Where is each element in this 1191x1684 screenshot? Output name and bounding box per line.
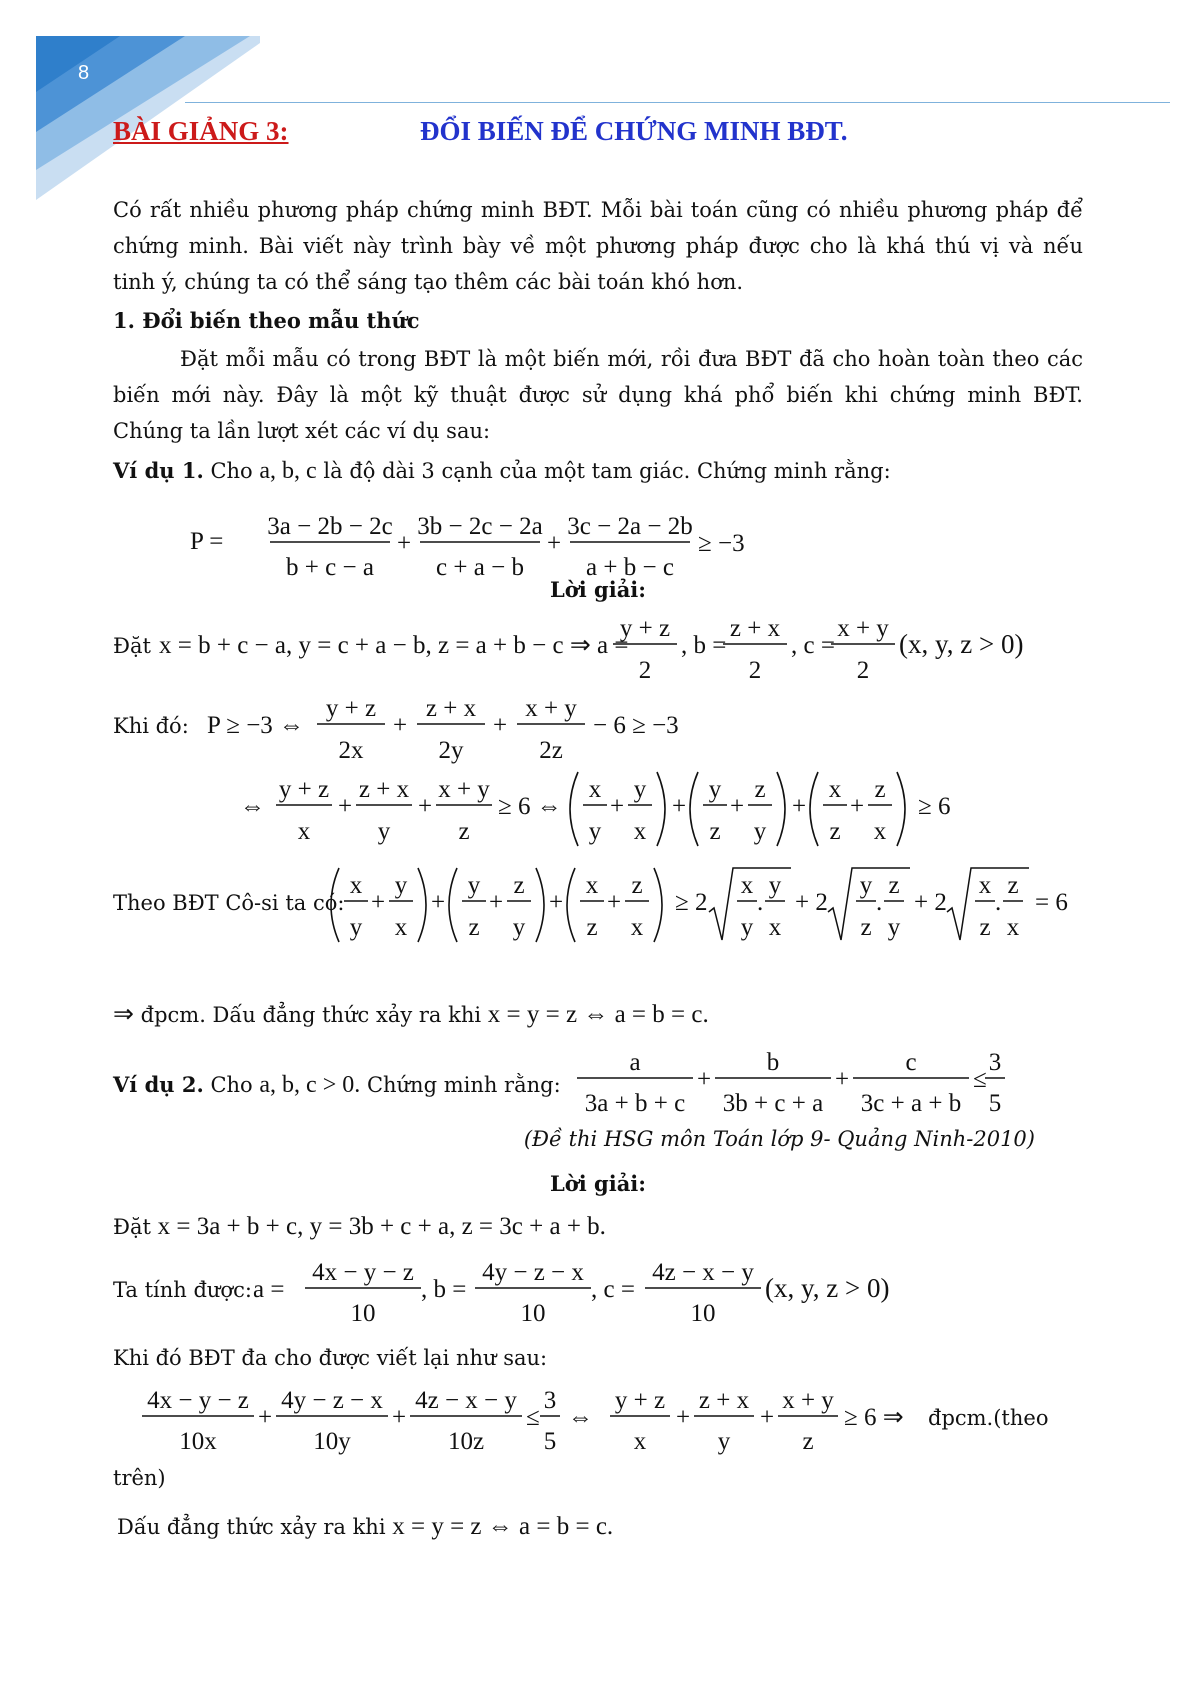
example1-text-pre: Cho	[210, 459, 253, 483]
intro-line-2: chứng minh. Bài viết này trình bày về một phương pháp được cho là khá thú vị và nếu	[113, 234, 1083, 258]
example2-label: Ví dụ 2.	[113, 1072, 204, 1097]
ineq-f2-den: c + a − b	[436, 554, 524, 581]
ex2-f1-num: a	[629, 1049, 641, 1076]
header-rule	[185, 102, 1170, 103]
ex2-f2-num: b	[766, 1049, 780, 1076]
compute-c-eq: , c =	[591, 1276, 635, 1303]
sub-fa-den: 2	[638, 657, 652, 684]
rw-r-den: 5	[543, 1428, 557, 1455]
svg-text:+: +	[393, 712, 408, 739]
cauchy-label: Theo BĐT Cô-si ta có:	[113, 891, 345, 915]
step1-f2-num: z + x	[425, 695, 477, 722]
cauchy-g2d: y	[512, 914, 526, 941]
ex2-le: ≤	[973, 1066, 987, 1093]
example1-vars: a, b, c	[259, 458, 317, 484]
cauchy-g2a: y	[467, 872, 481, 899]
svg-text:+: +	[850, 793, 865, 820]
svg-text:+: +	[418, 793, 433, 820]
example1-substitution	[113, 606, 1093, 691]
intro-line-3: tinh ý, chúng ta có thể sáng tạo thêm các bài toán khó hơn.	[113, 270, 744, 294]
step2-g3c: z	[874, 776, 886, 803]
ineq-rhs: ≥ −3	[698, 530, 745, 557]
conclusion-arrow: ⇒	[113, 1001, 134, 1028]
cauchy-g2b: z	[468, 914, 480, 941]
lesson-label: BÀI GIẢNG 3:	[113, 116, 289, 146]
svg-text:+: +	[489, 889, 504, 916]
svg-text:+: +	[760, 1404, 775, 1431]
step2-g1b: y	[588, 818, 602, 845]
cauchy-r2c: z	[888, 872, 900, 899]
svg-text:+: +	[697, 1066, 712, 1093]
step2-g3a: x	[828, 776, 842, 803]
step1-f1-num: y + z	[325, 695, 377, 722]
step2-g2d: y	[753, 818, 767, 845]
svg-text:+: +	[431, 889, 446, 916]
compute-fa-den: 10	[350, 1300, 376, 1327]
cauchy-ge2: ≥ 2	[675, 889, 708, 916]
example2-vars: a, b, c > 0.	[259, 1072, 361, 1098]
step2-f3-den: z	[458, 818, 470, 845]
rw-r-num: 3	[543, 1387, 557, 1414]
rw-g3-den: z	[802, 1428, 814, 1455]
cauchy-g1a: x	[349, 872, 363, 899]
step2-lead: ⇔	[240, 793, 265, 820]
cauchy-g3c: z	[631, 872, 643, 899]
corner-decoration	[0, 0, 260, 200]
example1-label: Ví dụ 1.	[113, 458, 204, 483]
example1-cauchy	[113, 860, 1093, 957]
rw-f1-num: 4x − y − z	[147, 1387, 249, 1414]
example2-source: (Đề thi HSG môn Toán lớp 9- Quảng Ninh-2010)	[523, 1127, 1035, 1151]
solution-title-1: Lời giải:	[549, 577, 647, 602]
cauchy-r2b: z	[860, 914, 872, 941]
rw-tail-text: đpcm.(theo	[928, 1406, 1049, 1430]
step2-f1-num: y + z	[278, 776, 330, 803]
rw-iff: ⇔	[568, 1404, 593, 1431]
section-para-line-3: Chúng ta lần lượt xét các ví dụ sau:	[113, 419, 491, 443]
example2-text-pre: Cho	[210, 1073, 253, 1097]
compute-fb-num: 4y − z − x	[482, 1259, 584, 1286]
sub-fc-den: 2	[856, 657, 870, 684]
ineq-lhs: P =	[190, 528, 224, 555]
ex2-r-den: 5	[988, 1090, 1002, 1117]
cauchy-g3d: x	[630, 914, 644, 941]
example2-equality	[117, 1508, 1087, 1546]
compute-label: Ta tính được:	[113, 1278, 252, 1302]
equality-text: Dấu đẳng thức xảy ra khi	[117, 1515, 386, 1539]
svg-text:+: +	[493, 712, 508, 739]
step1-label: Khi đó:	[113, 714, 189, 738]
step2-g2b: z	[709, 818, 721, 845]
sub-b-eq: , b =	[681, 632, 727, 659]
sub-fc-num: x + y	[837, 615, 889, 642]
step1-lead: P ≥ −3 ⇔	[207, 712, 305, 739]
example1-statement	[113, 452, 1083, 490]
step2-g3b: z	[829, 818, 841, 845]
ex2-r-num: 3	[988, 1049, 1002, 1076]
svg-text:+: +	[792, 793, 807, 820]
cauchy-r3a: x	[978, 872, 992, 899]
ex2-sub-expr: x = 3a + b + c, y = 3b + c + a, z = 3c + a + b.	[157, 1213, 606, 1240]
svg-text:+: +	[549, 889, 564, 916]
example2-statement	[113, 1066, 593, 1104]
svg-text:+: +	[730, 793, 745, 820]
step2-f2-num: z + x	[358, 776, 410, 803]
step2-mid: ≥ 6 ⇔	[498, 793, 562, 820]
ineq-f3-den: a + b − c	[586, 554, 674, 581]
sub-fb-num: z + x	[729, 615, 781, 642]
sub-c-eq: , c =	[791, 632, 835, 659]
step2-g1d: x	[633, 818, 647, 845]
ineq-f1-num: 3a − 2b − 2c	[267, 513, 393, 540]
svg-text:+: +	[258, 1404, 273, 1431]
example2-tail-line: trên)	[113, 1466, 166, 1490]
svg-text:+: +	[338, 793, 353, 820]
svg-text:.: .	[876, 889, 883, 916]
example1-conclusion	[113, 996, 1083, 1034]
step2-g2c: z	[754, 776, 766, 803]
step2-g1a: x	[588, 776, 602, 803]
step2-f1-den: x	[297, 818, 311, 845]
sub-expr: x = b + c − a, y = c + a − b, z = a + b − c ⇒ a =	[159, 632, 629, 659]
rw-f3-den: 10z	[447, 1428, 485, 1455]
rw-g1-num: y + z	[614, 1387, 666, 1414]
conclusion-text: đpcm. Dấu đẳng thức xảy ra khi	[140, 1003, 482, 1027]
cauchy-r1b: y	[740, 914, 754, 941]
ex2-f3-num: c	[905, 1049, 917, 1076]
sub-cond: (x, y, z > 0)	[899, 629, 1024, 659]
compute-a-eq: a =	[253, 1276, 285, 1303]
step2-g3d: x	[873, 818, 887, 845]
page-number: 8	[78, 62, 90, 84]
example2-substitution	[113, 1208, 1083, 1246]
section-para-line-1: Đặt mỗi mẫu có trong BĐT là một biến mới, rồi đưa BĐT đã cho hoàn toàn theo các	[180, 347, 1083, 371]
cauchy-r1c: y	[768, 872, 782, 899]
svg-text:+: +	[392, 1404, 407, 1431]
ex2-f1-den: 3a + b + c	[584, 1090, 686, 1117]
step2-f2-den: y	[377, 818, 391, 845]
cauchy-r3b: z	[979, 914, 991, 941]
rw-le: ≤	[526, 1404, 540, 1431]
rw-g1-den: x	[633, 1428, 647, 1455]
cauchy-plus2a: + 2	[795, 889, 828, 916]
compute-fa-num: 4x − y − z	[312, 1259, 414, 1286]
cauchy-r1d: x	[768, 914, 782, 941]
rw-g3-num: x + y	[782, 1387, 834, 1414]
cauchy-g1b: y	[349, 914, 363, 941]
sub-fa-num: y + z	[619, 615, 671, 642]
step1-f2-den: 2y	[438, 737, 464, 764]
compute-fb-den: 10	[520, 1300, 546, 1327]
compute-fc-num: 4z − x − y	[652, 1259, 754, 1286]
example1-step1	[113, 686, 713, 773]
example1-text-post: là độ dài 3 cạnh của một tam giác. Chứng minh rằng:	[323, 459, 891, 483]
svg-text:.: .	[757, 889, 764, 916]
ex2-f2-den: 3b + c + a	[722, 1090, 824, 1117]
example2-rewrite-text: Khi đó BĐT đa cho được viết lại như sau:	[113, 1346, 548, 1370]
compute-b-eq: , b =	[421, 1276, 467, 1303]
step2-f3-num: x + y	[438, 776, 490, 803]
cauchy-tail: = 6	[1035, 889, 1068, 916]
section-para-line-2: biến mới này. Đây là một kỹ thuật được sử dụng khá phổ biến khi chứng minh BĐT.	[113, 383, 1083, 407]
cauchy-g3b: z	[586, 914, 598, 941]
step1-f3-num: x + y	[525, 695, 577, 722]
ex2-sub-label: Đặt	[113, 1215, 151, 1239]
svg-text:+: +	[371, 889, 386, 916]
example2-text-post: Chứng minh rằng:	[366, 1073, 561, 1097]
rw-g2-den: y	[717, 1428, 731, 1455]
cauchy-r1a: x	[740, 872, 754, 899]
svg-text:+: +	[607, 889, 622, 916]
equality-expr: x = y = z ⇔ a = b = c.	[392, 1513, 614, 1540]
lesson-title: ĐỔI BIẾN ĐỂ CHỨNG MINH BĐT.	[420, 116, 848, 146]
sub-label: Đặt	[113, 634, 151, 658]
example1-step2	[240, 764, 1000, 861]
step2-g1c: y	[633, 776, 647, 803]
example2-rewrite	[140, 1376, 1090, 1463]
cauchy-g3a: x	[585, 872, 599, 899]
ex2-f3-den: 3c + a + b	[860, 1090, 962, 1117]
ineq-f2-num: 3b − 2c − 2a	[417, 513, 543, 540]
cauchy-r2a: y	[859, 872, 873, 899]
ineq-f3-num: 3c − 2a − 2b	[567, 513, 693, 540]
svg-text:.: .	[995, 889, 1002, 916]
svg-text:+: +	[397, 530, 412, 557]
compute-cond: (x, y, z > 0)	[765, 1273, 890, 1303]
solution-title-2: Lời giải:	[549, 1171, 647, 1196]
intro-line-1: Có rất nhiều phương pháp chứng minh BĐT. Mỗi bài toán cũng có nhiều phương pháp để	[113, 198, 1083, 222]
rw-f2-num: 4y − z − x	[281, 1387, 383, 1414]
step2-tail: ≥ 6	[918, 793, 951, 820]
svg-text:+: +	[672, 793, 687, 820]
cauchy-g2c: z	[513, 872, 525, 899]
svg-text:+: +	[610, 793, 625, 820]
sub-fb-den: 2	[748, 657, 762, 684]
rw-f1-den: 10x	[179, 1428, 217, 1455]
rw-f3-num: 4z − x − y	[415, 1387, 517, 1414]
rw-g2-num: z + x	[698, 1387, 750, 1414]
rw-tail: ≥ 6 ⇒	[844, 1404, 904, 1431]
cauchy-r2d: y	[887, 914, 901, 941]
step1-f1-den: 2x	[338, 737, 364, 764]
svg-text:+: +	[547, 530, 562, 557]
example2-inequality	[575, 1038, 1005, 1125]
svg-text:+: +	[835, 1066, 850, 1093]
cauchy-plus2b: + 2	[914, 889, 947, 916]
conclusion-expr: x = y = z ⇔ a = b = c.	[487, 1001, 709, 1028]
cauchy-g1d: x	[394, 914, 408, 941]
cauchy-g1c: y	[394, 872, 408, 899]
compute-fc-den: 10	[690, 1300, 716, 1327]
rw-f2-den: 10y	[313, 1428, 351, 1455]
cauchy-r3c: z	[1007, 872, 1019, 899]
example2-compute	[113, 1248, 893, 1335]
ineq-f1-den: b + c − a	[286, 554, 374, 581]
step1-tail: − 6 ≥ −3	[593, 712, 679, 739]
cauchy-r3d: x	[1006, 914, 1020, 941]
step1-f3-den: 2z	[539, 737, 563, 764]
step2-g2a: y	[708, 776, 722, 803]
section-heading: 1. Đổi biến theo mẫu thức	[113, 308, 420, 333]
svg-text:+: +	[676, 1404, 691, 1431]
